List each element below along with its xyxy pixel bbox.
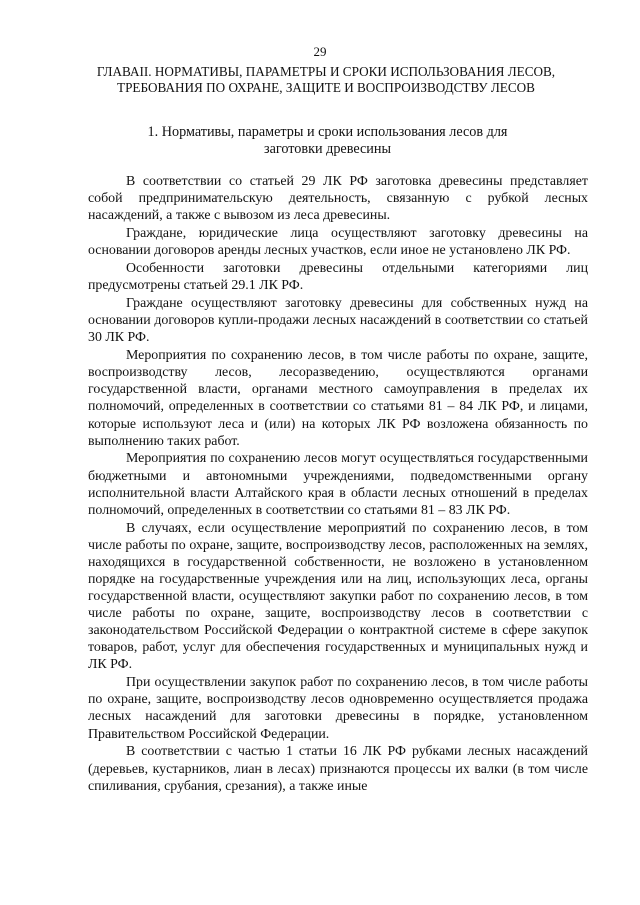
paragraph: В соответствии со статьей 29 ЛК РФ заготовка древесины представляет собой предпринимательскую деятельность, связанную с рубкой лесных насаждений, а также с вывозом из леса древесины. bbox=[88, 174, 588, 224]
paragraph: В случаях, если осуществление мероприятий по сохранению лесов, в том числе работы по охране, защите, воспроизводству лесов, расположенных на землях, находящихся в государственной собственности, не возложено в установленном порядке на государственные учреждения или на лиц, использующих леса, органы государственной власти, осуществляют закупки работ по сохранению лесов, в том числе работы по охране, защите, воспроизводству лесов в соответствии с законодательством Российской Федерации о контрактной системе в сфере закупок товаров, работ, услуг для обеспечения государственных и муниципальных нужд и ЛК РФ. bbox=[88, 520, 588, 673]
body-text bbox=[88, 173, 588, 796]
section-heading: 1. Нормативы, параметры и сроки использования лесов для заготовки древесины bbox=[147, 124, 508, 157]
page-number: 29 bbox=[313, 44, 327, 59]
paragraph: Особенности заготовки древесины отдельными категориями лиц предусмотрены статьей 29.1 ЛК РФ. bbox=[88, 261, 588, 294]
paragraph: Граждане, юридические лица осуществляют заготовку древесины на основании договоров аренды лесных участков, если иное не установлено ЛК РФ. bbox=[88, 226, 588, 259]
paragraph: Мероприятия по сохранению лесов, в том числе работы по охране, защите, воспроизводству лесов, лесоразведению, осуществляются органами государственной власти, органами местного самоуправления в пределах их полномочий, определенных в соответствии со статьями 81 – 84 ЛК РФ, и лицами, которые используют леса и (или) на которых ЛК РФ возложена обязанность по выполнению таких работ. bbox=[88, 348, 588, 449]
chapter-heading: ГЛАВАII. НОРМАТИВЫ, ПАРАМЕТРЫ И СРОКИ ИСПОЛЬЗОВАНИЯ ЛЕСОВ, ТРЕБОВАНИЯ ПО ОХРАНЕ, ЗАЩИТЕ И ВОСПРОИЗВОДСТВУ ЛЕСОВ bbox=[96, 64, 556, 95]
paragraph: В соответствии с частью 1 статьи 16 ЛК РФ рубками лесных насаждений (деревьев, кустарников, лиан в лесах) признаются процессы их валки (в том числе спиливания, срубания, срезания), а также иные bbox=[88, 744, 588, 794]
paragraph: При осуществлении закупок работ по сохранению лесов, в том числе работы по охране, защите, воспроизводству лесов одновременно осуществляется продажа лесных насаждений для заготовки древесины в порядке, установленном Правительством Российской Федерации. bbox=[88, 675, 588, 742]
paragraph: Граждане осуществляют заготовку древесины для собственных нужд на основании договоров купли-продажи лесных насаждений в соответствии со статьей 30 ЛК РФ. bbox=[88, 296, 588, 346]
paragraph: Мероприятия по сохранению лесов могут осуществляться государственными бюджетными и автономными учреждениями, подведомственными органу исполнительной власти Алтайского края в области лесных отношений в пределах полномочий, определенных в соответствии со статьями 81 – 83 ЛК РФ. bbox=[88, 451, 588, 518]
